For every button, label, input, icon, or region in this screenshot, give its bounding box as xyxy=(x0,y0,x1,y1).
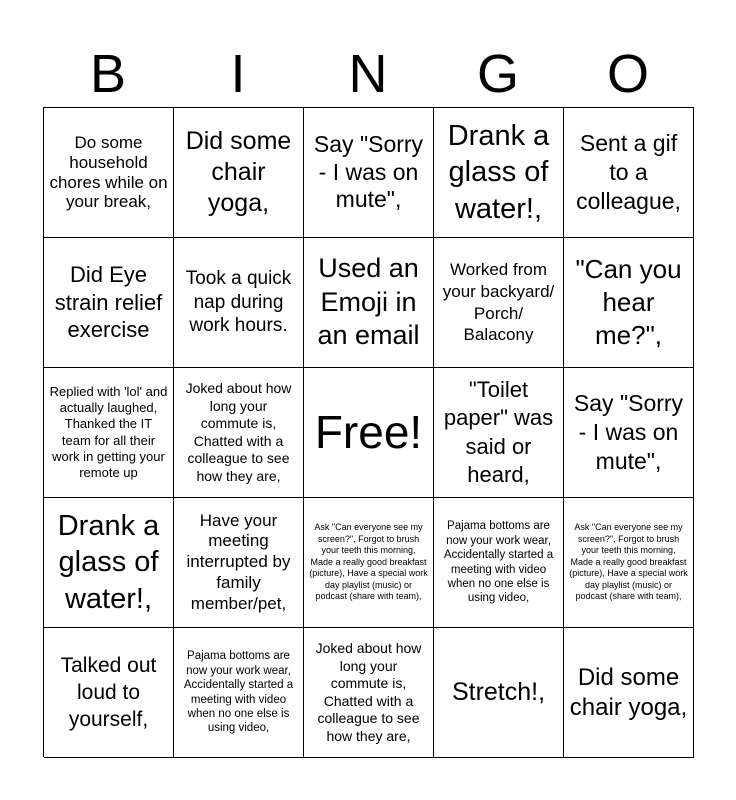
header-letter-o: O xyxy=(606,44,649,104)
bingo-cell[interactable] xyxy=(434,238,564,368)
bingo-board xyxy=(43,107,694,757)
cell-text: Say "Sorry - I was on mute", xyxy=(313,131,424,213)
bingo-cell[interactable] xyxy=(434,498,564,628)
cell-text: Drank a glass of water!, xyxy=(447,120,550,225)
header-letter-g: G xyxy=(476,44,519,104)
cell-text: Did some chair yoga, xyxy=(569,663,688,721)
bingo-cell[interactable] xyxy=(304,368,434,498)
free-space-text: Free! xyxy=(314,405,423,458)
bingo-cell[interactable] xyxy=(564,498,694,628)
bingo-cell[interactable] xyxy=(434,108,564,238)
cell-text: Did Eye strain relief exercise xyxy=(54,262,163,343)
cell-text: Have your meeting interrupted by family member/pet, xyxy=(186,510,291,613)
bingo-cell[interactable] xyxy=(174,238,304,368)
header-letter-n: N xyxy=(348,44,388,104)
header-letter-b: B xyxy=(89,44,127,104)
bingo-cell[interactable] xyxy=(44,238,174,368)
cell-text: Stretch!, xyxy=(451,677,546,706)
cell-text: Pajama bottoms are now your work wear, Accidentally started a meeting with video when no one else is using video, xyxy=(443,520,554,605)
bingo-cell[interactable] xyxy=(564,628,694,758)
cell-text: Replied with 'lol' and actually laughed, Thanked the IT team for all their work in getting your remote up xyxy=(49,383,168,480)
bingo-cell[interactable] xyxy=(44,628,174,758)
cell-text: Sent a gif to a colleague, xyxy=(576,130,681,214)
bingo-header xyxy=(43,40,693,108)
bingo-cell[interactable] xyxy=(304,108,434,238)
cell-text: "Can you hear me?", xyxy=(575,253,682,351)
bingo-cell[interactable] xyxy=(44,108,174,238)
cell-text: Used an Emoji in an email xyxy=(317,252,420,351)
cell-text: Did some chair yoga, xyxy=(185,126,292,218)
cell-text: Ask "Can everyone see my screen?", Forgot to brush your teeth this morning, Made a really good breakfast (picture), Have a special work day playlist (music) or podcast (share with team), xyxy=(309,522,428,602)
bingo-cell[interactable] xyxy=(434,628,564,758)
bingo-cell[interactable] xyxy=(174,498,304,628)
cell-text: Do some household chores while on your break, xyxy=(49,132,168,212)
cell-text: Joked about how long your commute is, Chatted with a colleague to see how they are, xyxy=(185,380,292,484)
header-letter-i: I xyxy=(230,44,246,104)
bingo-cell[interactable] xyxy=(564,108,694,238)
bingo-cell[interactable] xyxy=(44,368,174,498)
cell-text: "Toilet paper" was said or heard, xyxy=(443,377,554,487)
bingo-cell[interactable] xyxy=(174,628,304,758)
cell-text: Joked about how long your commute is, Chatted with a colleague to see how they are, xyxy=(315,640,422,744)
cell-text: Talked out loud to yourself, xyxy=(60,653,157,732)
bingo-cell[interactable] xyxy=(304,238,434,368)
cell-text: Drank a glass of water!, xyxy=(57,510,160,615)
bingo-cell[interactable] xyxy=(44,498,174,628)
cell-text: Worked from your backyard/ Porch/ Balacony xyxy=(442,260,555,345)
bingo-cell[interactable] xyxy=(564,368,694,498)
cell-text: Pajama bottoms are now your work wear, Accidentally started a meeting with video when no one else is using video, xyxy=(183,650,294,735)
cell-text: Say "Sorry - I was on mute", xyxy=(573,390,684,474)
cell-text: Took a quick nap during work hours. xyxy=(185,267,292,337)
bingo-cell[interactable] xyxy=(174,368,304,498)
bingo-cell[interactable] xyxy=(174,108,304,238)
bingo-cell[interactable] xyxy=(304,628,434,758)
bingo-cell[interactable] xyxy=(434,368,564,498)
bingo-cell[interactable] xyxy=(564,238,694,368)
bingo-cell[interactable] xyxy=(304,498,434,628)
cell-text: Ask "Can everyone see my screen?", Forgot to brush your teeth this morning, Made a really good breakfast (picture), Have a special work day playlist (music) or podcast (share with team), xyxy=(569,522,688,602)
